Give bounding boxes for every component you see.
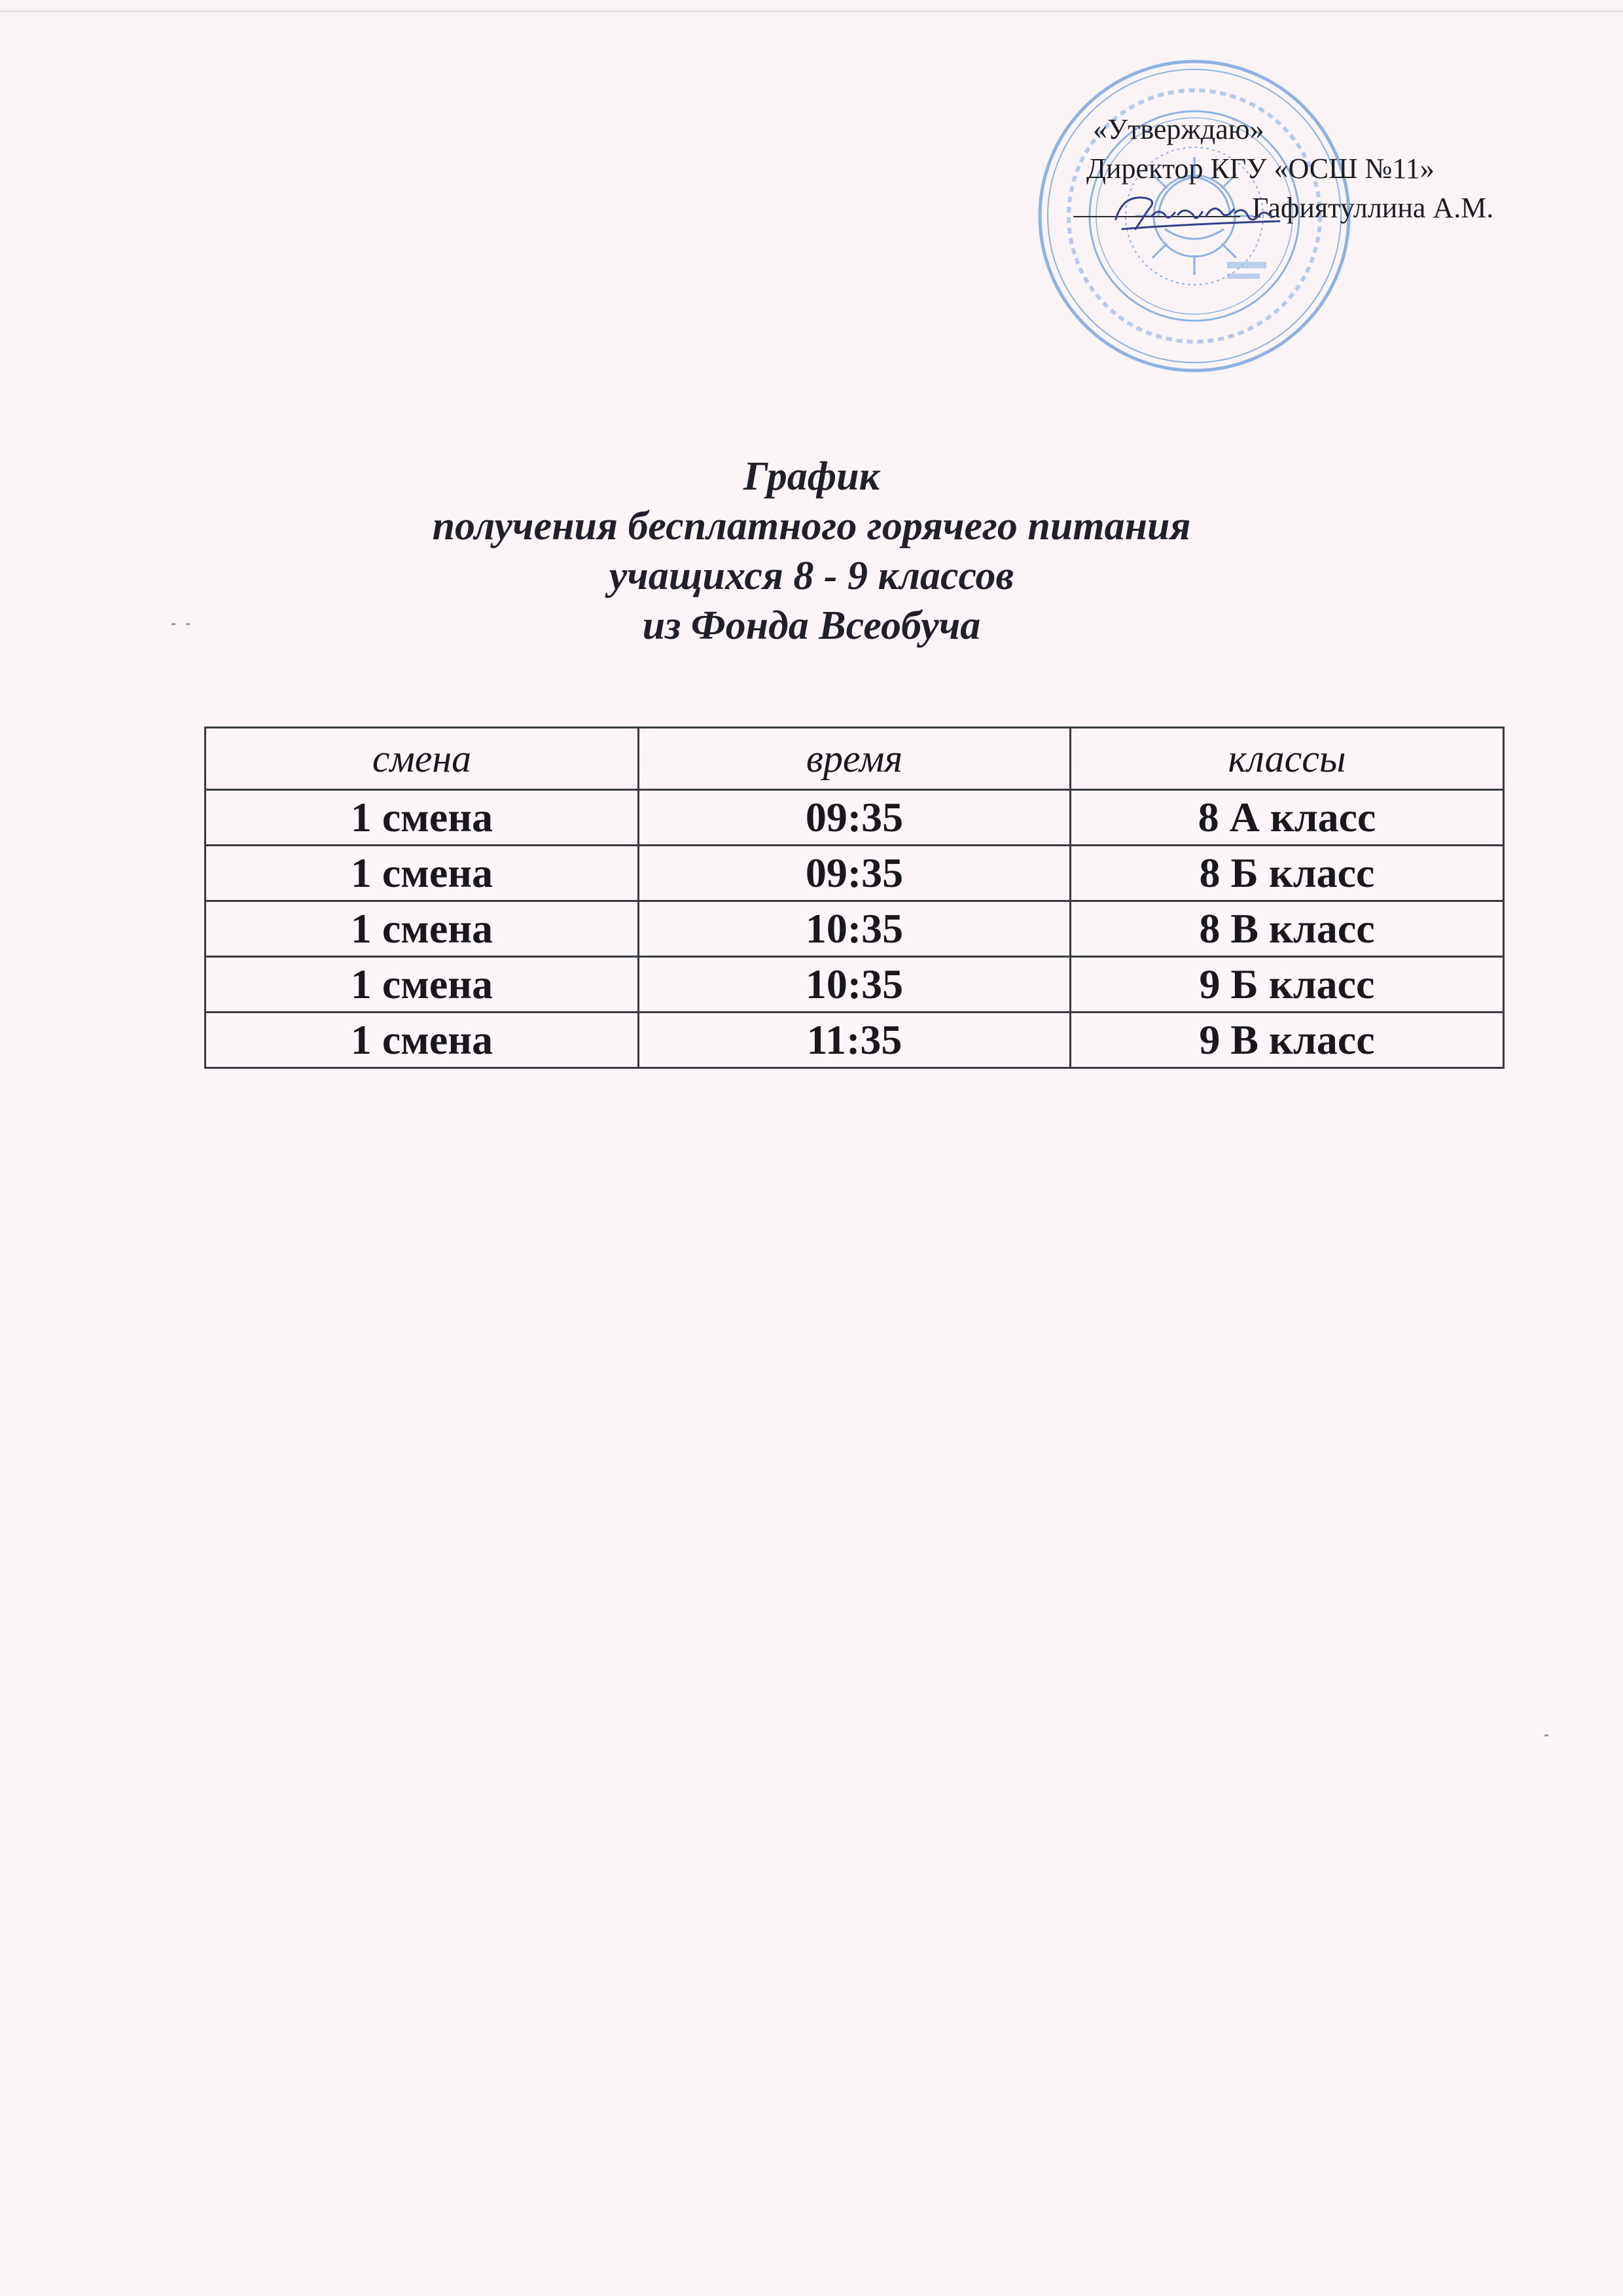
- cell-class: 9 В класс: [1071, 1013, 1504, 1068]
- title-line-1: График: [743, 454, 880, 499]
- header-classes: классы: [1071, 728, 1504, 790]
- table-row: [205, 957, 1504, 1013]
- cell-time: 10:35: [639, 901, 1071, 957]
- title-line-3: учащихся 8 - 9 классов: [609, 554, 1014, 598]
- cell-shift: 1 смена: [205, 790, 639, 846]
- cell-shift: 1 смена: [205, 1013, 639, 1068]
- cell-time: 09:35: [639, 790, 1071, 846]
- table-row: [205, 846, 1504, 901]
- scan-speck: [1544, 1734, 1548, 1736]
- table-header-row: [205, 728, 1504, 790]
- cell-time: 09:35: [639, 846, 1071, 901]
- header-shift: смена: [205, 728, 639, 790]
- document-title: [0, 452, 1623, 651]
- approval-heading: «Утверждаю»: [1093, 113, 1264, 145]
- cell-shift: 1 смена: [205, 901, 639, 957]
- meal-schedule-table: [204, 726, 1505, 1069]
- title-line-2: получения бесплатного горячего питания: [432, 504, 1191, 548]
- scan-edge: [0, 10, 1623, 12]
- scan-speck: [186, 623, 190, 625]
- approver-name: Гафиятуллина А.М.: [1252, 192, 1494, 224]
- cell-class: 9 Б класс: [1071, 957, 1504, 1013]
- approval-position: Директор КГУ «ОСШ №11»: [1086, 152, 1435, 185]
- table-row: [205, 901, 1504, 957]
- cell-class: 8 В класс: [1071, 901, 1504, 957]
- cell-class: 8 Б класс: [1071, 846, 1504, 901]
- table-row: [205, 790, 1504, 846]
- scan-speck: [171, 623, 175, 625]
- title-line-4: из Фонда Всеобуча: [642, 603, 981, 648]
- cell-shift: 1 смена: [205, 957, 639, 1013]
- table-row: [205, 1013, 1504, 1068]
- cell-time: 11:35: [639, 1013, 1071, 1068]
- header-time: время: [639, 728, 1071, 790]
- cell-time: 10:35: [639, 957, 1071, 1013]
- cell-shift: 1 смена: [205, 846, 639, 901]
- handwritten-signature: [1096, 183, 1293, 242]
- cell-class: 8 А класс: [1071, 790, 1504, 846]
